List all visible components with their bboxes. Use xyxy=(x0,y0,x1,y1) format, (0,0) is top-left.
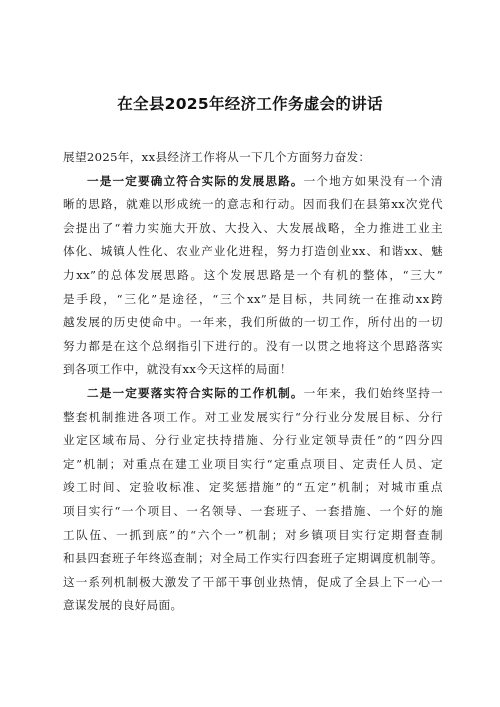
paragraph-1-heading: 一是一定要确立符合实际的发展思路。 xyxy=(87,173,304,188)
paragraph-1-line: 晰的思路，就难以形成统一的意志和行动。因而我们在县第xx次党代 xyxy=(63,197,443,212)
paragraph-1-first-line xyxy=(63,170,443,194)
document-title: 在全县2025年经济工作务虚会的讲话 xyxy=(117,95,383,113)
paragraph-2-line: 工队伍、一抓到底”的“六个一”机制；对乡镇项目实行定期督查制 xyxy=(63,527,443,542)
paragraph-2-line: 整套机制推进各项工作。对工业发展实行“分行业分发展目标、分行 xyxy=(63,409,443,424)
paragraph-2-first-line xyxy=(63,382,443,406)
paragraph-2-line: 项目实行“一个项目、一名领导、一套班子、一套措施、一个好的施 xyxy=(63,503,443,518)
paragraph-1-line: 越发展的历史使命中。一年来，我们所做的一切工作，所付出的一切 xyxy=(63,315,443,330)
paragraph-2-line: 定”机制；对重点在建工业项目实行“定重点项目、定责任人员、定 xyxy=(63,456,443,471)
paragraph-1-line: 到各项工作中，就没有xx今天这样的局面！ xyxy=(63,362,292,377)
paragraph-1-line: 力xx”的总体发展思路。这个发展思路是一个有机的整体，“三大” xyxy=(63,267,443,282)
paragraph-2-heading: 二是一定要落实符合实际的工作机制。 xyxy=(87,385,304,400)
paragraph-1-line: 是手段，“三化”是途径，“三个xx”是目标，共同统一在推动xx跨 xyxy=(63,291,443,306)
paragraph-2-line: 意谋发展的良好局面。 xyxy=(63,598,183,613)
paragraph-1-line: 体化、城镇人性化、农业产业化进程，努力打造创业xx、和谐xx、魅 xyxy=(63,244,443,259)
paragraph-1-line: 一个地方如果没有一个清 xyxy=(303,173,443,188)
paragraph-2-line: 业定区域布局、分行业定扶持措施、分行业定领导责任”的“四分四 xyxy=(63,433,443,448)
paragraph-2-line: 一年来，我们始终坚持一 xyxy=(303,385,443,400)
paragraph-2-line: 竣工时间、定验收标准、定奖惩措施”的“五定”机制；对城市重点 xyxy=(63,480,443,495)
paragraph-2-line: 和县四套班子年终巡查制；对全局工作实行四套班子定期调度机制等。 xyxy=(63,551,443,566)
paragraph-1-line: 会提出了“着力实施大开放、大投入、大发展战略，全力推进工业主 xyxy=(63,220,443,235)
paragraph-1-line: 努力都是在这个总纲指引下进行的。没有一以贯之地将这个思路落实 xyxy=(63,338,443,353)
intro-line: 展望2025年，xx县经济工作将从一下几个方面努力奋发： xyxy=(63,150,371,164)
paragraph-2-line: 这一系列机制极大激发了干部干事创业热情，促成了全县上下一心一 xyxy=(63,574,443,589)
document-body xyxy=(63,146,443,618)
